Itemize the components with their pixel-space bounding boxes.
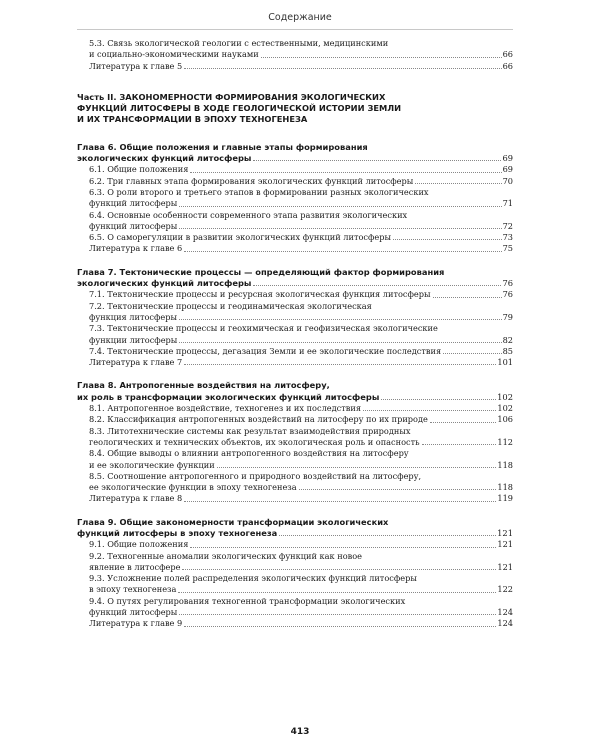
toc-page-number: 73 — [502, 232, 513, 243]
toc-entry — [77, 414, 513, 425]
toc-entry-title: 7.4. Тектонические процессы, дегазация Земли и ее экологические последствия — [89, 345, 442, 356]
toc-entry — [77, 437, 513, 448]
toc-entry: 8.4. Общие выводы о влиянии антропогенного воздействия на литосферу — [89, 448, 409, 459]
toc-page-number: 72 — [502, 220, 513, 231]
chapter-title-text: экологических функций литосферы — [77, 278, 252, 289]
chapter-title-text: их роль в трансформации экологических функций литосферы — [77, 391, 380, 402]
toc-page-number: 124 — [497, 618, 513, 629]
toc-entry: 9.2. Техногенные аномалии экологических функций как новое — [89, 550, 363, 561]
toc-entry — [77, 346, 513, 357]
leader-dots — [178, 592, 496, 593]
leader-dots — [190, 172, 501, 173]
toc-page-number: 69 — [502, 153, 513, 164]
toc-page-number: 102 — [497, 391, 513, 402]
leader-dots — [190, 547, 496, 548]
toc-entry — [77, 289, 513, 300]
part-heading-line: ФУНКЦИЙ ЛИТОСФЕРЫ В ХОДЕ ГЕОЛОГИЧЕСКОЙ ИСТОРИИ ЗЕМЛИ — [77, 103, 402, 114]
toc-entry — [77, 61, 513, 72]
toc-page-number: 76 — [502, 289, 513, 300]
toc-page-number: 119 — [497, 493, 513, 504]
leader-dots — [217, 467, 497, 468]
toc-entry-title: 7.1. Тектонические процессы и ресурсная экологическая функция литосферы — [89, 289, 431, 300]
leader-dots — [184, 626, 496, 627]
toc-page-number: 121 — [497, 527, 513, 538]
leader-dots — [433, 297, 502, 298]
toc-entry — [77, 335, 513, 346]
toc-page-number: 102 — [497, 403, 513, 414]
leader-dots — [184, 68, 501, 69]
toc-entry: 8.5. Соотношение антропогенного и природного воздействий на литосферу, — [89, 470, 422, 481]
leader-dots — [393, 239, 502, 240]
toc-page-number: 118 — [497, 459, 513, 470]
toc-entry — [77, 243, 513, 254]
toc-entry-title: ее экологические функции в эпоху техногенеза — [89, 482, 297, 493]
toc-page-number: 85 — [502, 345, 513, 356]
toc-page-number: 82 — [502, 334, 513, 345]
leader-dots — [299, 489, 497, 490]
toc-entry — [77, 482, 513, 493]
toc-page-number: 66 — [502, 60, 513, 71]
leader-dots — [184, 501, 496, 502]
chapter-heading — [77, 380, 513, 403]
chapter-heading — [77, 142, 513, 165]
part-heading-line: Часть II. ЗАКОНОМЕРНОСТИ ФОРМИРОВАНИЯ ЭКОЛОГИЧЕСКИХ — [77, 91, 386, 102]
toc-entry-title: 6.2. Три главных этапа формирования экологических функций литосферы — [89, 175, 414, 186]
toc-entry-title: в эпоху техногенеза — [89, 584, 177, 595]
toc-page-number: 121 — [497, 539, 513, 550]
toc-entry — [77, 232, 513, 243]
leader-dots — [422, 444, 497, 445]
toc-entry: 7.3. Тектонические процессы и геохимическая и геофизическая экологические — [89, 323, 438, 334]
toc-entry — [77, 221, 513, 232]
leader-dots — [381, 399, 496, 400]
toc-entry-title: функция литосферы — [89, 311, 178, 322]
chapter-title-text: экологических функций литосферы — [77, 153, 252, 164]
leader-dots — [261, 57, 502, 58]
chapter-title-line: Глава 6. Общие положения и главные этапы формирования — [77, 141, 368, 152]
part-heading — [77, 92, 513, 126]
chapter-heading — [77, 267, 513, 290]
leader-dots — [415, 183, 501, 184]
leader-dots — [184, 251, 501, 252]
toc-entry — [77, 562, 513, 573]
toc-entry-title: и социально-экономическими науками — [89, 49, 259, 60]
toc-entry-title: функций литосферы — [89, 220, 178, 231]
toc-entry-title: 6.5. О саморегуляции в развитии экологических функций литосферы — [89, 232, 392, 243]
leader-dots — [179, 319, 502, 320]
toc-entry: 6.3. О роли второго и третьего этапов в формировании разных экологических — [89, 186, 429, 197]
toc-entry-title: явление в литосфере — [89, 561, 181, 572]
toc-page-number: 112 — [497, 436, 513, 447]
leader-dots — [179, 342, 501, 343]
leader-dots — [253, 285, 501, 286]
toc-page-number: 79 — [502, 311, 513, 322]
toc-entry — [77, 493, 513, 504]
toc-entry-title: функций литосферы — [89, 607, 178, 618]
toc-entry — [77, 176, 513, 187]
running-header: Содержание — [268, 12, 332, 23]
toc-page-number: 121 — [497, 561, 513, 572]
toc-entry-title: геологических и технических объектов, их экологическая роль и опасность — [89, 436, 420, 447]
toc-entry-title: 8.2. Классификация антропогенных воздействий на литосферу по их природе — [89, 414, 428, 425]
toc-entry-title: Литература к главе 8 — [89, 493, 183, 504]
toc-entry — [77, 49, 513, 60]
toc-page-number: 69 — [502, 164, 513, 175]
toc-content — [77, 38, 513, 630]
leader-dots — [182, 569, 496, 570]
toc-entry — [77, 198, 513, 209]
leader-dots — [184, 364, 496, 365]
chapter-heading — [77, 517, 513, 540]
chapter-title-line — [77, 392, 513, 403]
chapter-title-line: Глава 9. Общие закономерности трансформации экологических — [77, 516, 389, 527]
toc-page-number: 106 — [497, 414, 513, 425]
toc-page-number: 118 — [497, 482, 513, 493]
leader-dots — [253, 160, 501, 161]
toc-entry-title: 9.1. Общие положения — [89, 539, 189, 550]
leader-dots — [179, 228, 501, 229]
toc-entry: 5.3. Связь экологической геологии с естественными, медицинскими — [89, 38, 389, 48]
toc-entry-title: функции литосферы — [89, 334, 178, 345]
leader-dots — [179, 206, 501, 207]
toc-entry-title: и ее экологические функции — [89, 459, 215, 470]
toc-page-number: 70 — [502, 175, 513, 186]
toc-entry-title: 8.1. Антропогенное воздействие, техногенез и их последствия — [89, 403, 362, 414]
toc-entry — [77, 539, 513, 550]
toc-page-number: 75 — [502, 243, 513, 254]
toc-entry — [77, 460, 513, 471]
chapter-title-text: функций литосферы в эпоху техногенеза — [77, 527, 278, 538]
toc-entry-title: функций литосферы — [89, 198, 178, 209]
toc-page-number: 122 — [497, 584, 513, 595]
header-divider — [77, 29, 513, 30]
toc-entry — [77, 312, 513, 323]
toc-page-number: 76 — [502, 278, 513, 289]
toc-entry-title: Литература к главе 5 — [89, 60, 183, 71]
toc-page-number: 124 — [497, 607, 513, 618]
toc-page-number: 66 — [502, 49, 513, 60]
toc-entry: 7.2. Тектонические процессы и геодинамическая экологическая — [89, 300, 372, 311]
toc-entry: 9.3. Усложнение полей распределения экологических функций литосферы — [89, 573, 417, 584]
toc-entry: 6.4. Основные особенности современного этапа развития экологических — [89, 209, 408, 220]
toc-entry — [77, 164, 513, 175]
leader-dots — [430, 422, 496, 423]
toc-entry-title: Литература к главе 7 — [89, 357, 183, 368]
chapter-title-line — [77, 278, 513, 289]
toc-page-number: 101 — [497, 357, 513, 368]
toc-entry-title: 6.1. Общие положения — [89, 164, 189, 175]
part-heading-line: И ИХ ТРАНСФОРМАЦИИ В ЭПОХУ ТЕХНОГЕНЕЗА — [77, 114, 308, 125]
toc-entry-title: Литература к главе 9 — [89, 618, 183, 629]
toc-page-number: 71 — [502, 198, 513, 209]
chapter-title-line: Глава 7. Тектонические процессы — определяющий фактор формирования — [77, 266, 445, 277]
leader-dots — [279, 535, 496, 536]
toc-entry-title: Литература к главе 6 — [89, 243, 183, 254]
toc-entry — [77, 618, 513, 629]
page-number: 413 — [290, 727, 310, 737]
toc-entry — [77, 357, 513, 368]
chapter-title-line: Глава 8. Антропогенные воздействия на литосферу, — [77, 380, 330, 391]
toc-entry: 8.3. Литотехнические системы как результат взаимодействия природных — [89, 425, 411, 436]
toc-entry — [77, 584, 513, 595]
leader-dots — [363, 410, 496, 411]
chapter-title-line — [77, 153, 513, 164]
toc-entry — [77, 403, 513, 414]
leader-dots — [179, 614, 496, 615]
chapter-title-line — [77, 528, 513, 539]
toc-entry — [77, 607, 513, 618]
toc-entry: 9.4. О путях регулирования техногенной трансформации экологических — [89, 595, 406, 606]
leader-dots — [443, 353, 501, 354]
